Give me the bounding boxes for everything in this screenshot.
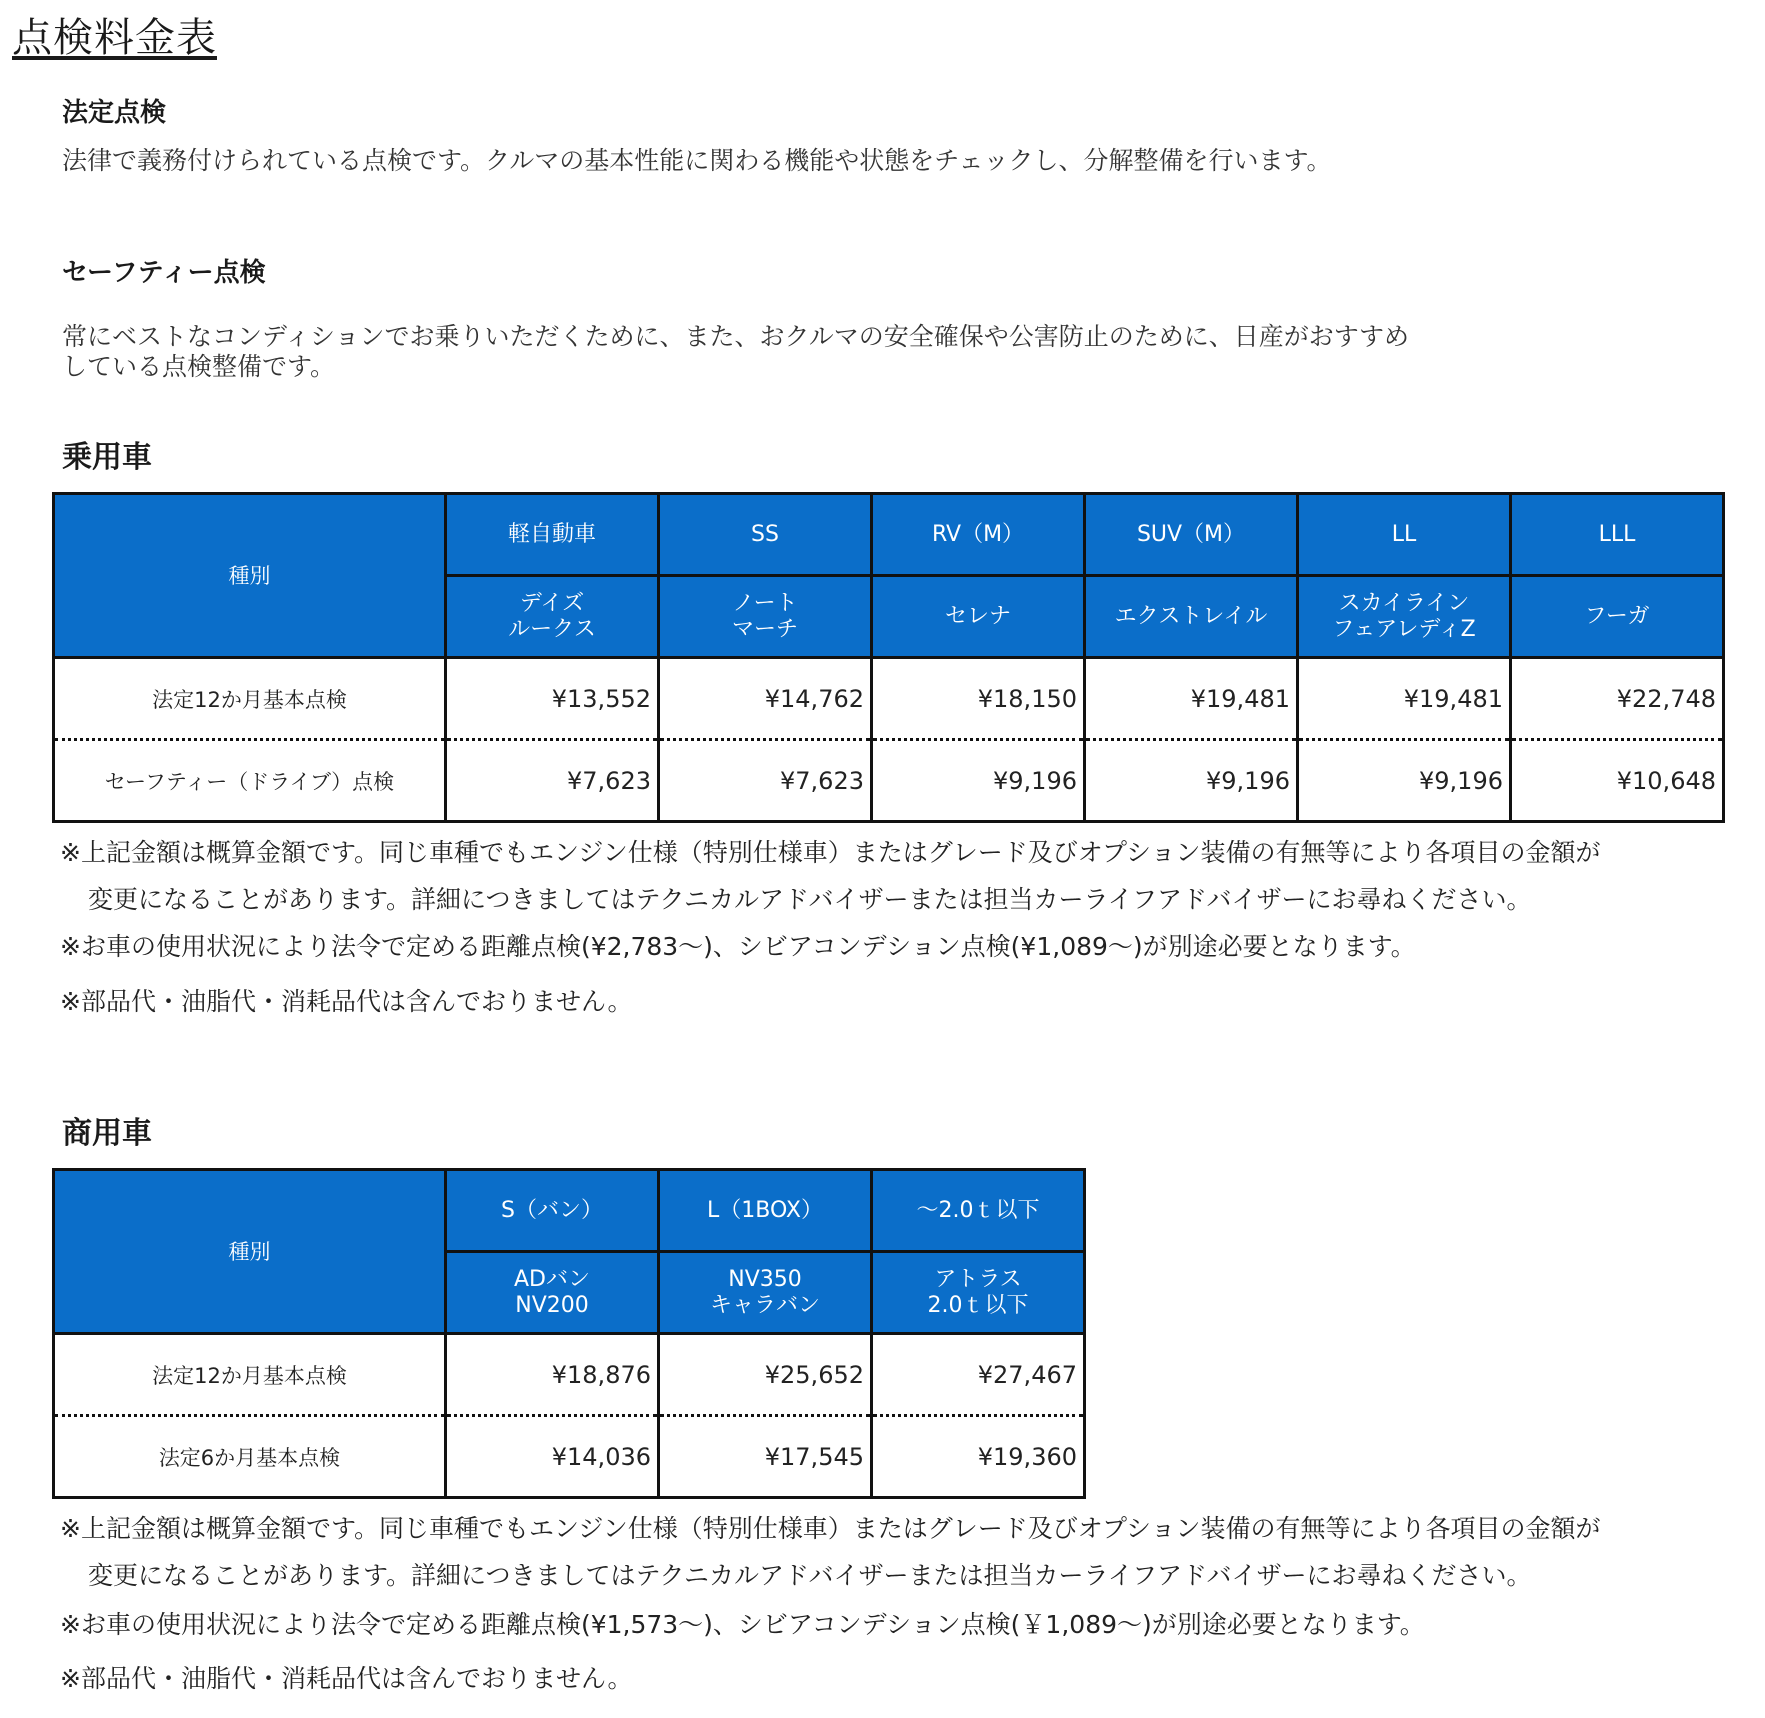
type-header: 種別 (54, 1170, 446, 1334)
model-name: フェアレディZ (1332, 616, 1476, 642)
model-name: デイズ (519, 590, 585, 616)
safety-text-line1: 常にベストなコンディションでお乗りいただくために、また、おクルマの安全確保や公害防止のために、日産がおすすめ (62, 322, 1410, 351)
note-estimate: ※上記金額は概算金額です。同じ車種でもエンジン仕様（特別仕様車）またはグレード及びオプション装備の有無等により各項目の金額が (60, 1514, 1601, 1543)
legal-inspection-text: 法律で義務付けられている点検です。クルマの基本性能に関わる機能や状態をチェックし、分解整備を行います。 (62, 146, 1332, 175)
row-label: 法定6か月基本点検 (54, 1416, 446, 1498)
price-cell: ¥9,196 (1085, 740, 1298, 822)
model-header (1298, 576, 1511, 658)
table-row (54, 658, 1724, 740)
note-extra-inspection: ※お車の使用状況により法令で定める距離点検(¥1,573～)、シビアコンデション点検(￥1,089～)が別途必要となります。 (60, 1610, 1425, 1639)
model-header (872, 1252, 1085, 1334)
note-parts-excluded: ※部品代・油脂代・消耗品代は含んでおりません。 (60, 987, 633, 1016)
price-cell: ¥18,876 (446, 1334, 659, 1416)
model-header (1511, 576, 1724, 658)
commercial-price-table (52, 1168, 1086, 1499)
price-cell: ¥18,150 (872, 658, 1085, 740)
note-estimate-cont: 変更になることがあります。詳細につきましてはテクニカルアドバイザーまたは担当カーライフアドバイザーにお尋ねください。 (88, 1561, 1532, 1590)
safety-inspection-heading: セーフティー点検 (62, 258, 266, 288)
class-header: SUV（M） (1085, 494, 1298, 576)
note-estimate: ※上記金額は概算金額です。同じ車種でもエンジン仕様（特別仕様車）またはグレード及びオプション装備の有無等により各項目の金額が (60, 838, 1601, 867)
model-name: セレナ (944, 603, 1011, 629)
model-name: スカイライン (1338, 590, 1470, 616)
model-name: エクストレイル (1114, 603, 1268, 629)
price-cell: ¥13,552 (446, 658, 659, 740)
price-cell: ¥9,196 (872, 740, 1085, 822)
table-row (54, 740, 1724, 822)
passenger-price-table (52, 492, 1725, 823)
model-header (659, 576, 872, 658)
row-label: 法定12か月基本点検 (54, 1334, 446, 1416)
price-cell: ¥27,467 (872, 1334, 1085, 1416)
price-cell: ¥14,036 (446, 1416, 659, 1498)
price-cell: ¥22,748 (1511, 658, 1724, 740)
model-name: NV200 (515, 1292, 589, 1318)
table-row (54, 1416, 1085, 1498)
model-header (1085, 576, 1298, 658)
class-header: 軽自動車 (446, 494, 659, 576)
model-name: キャラバン (709, 1292, 820, 1318)
price-cell: ¥7,623 (446, 740, 659, 822)
model-header (872, 576, 1085, 658)
row-label: セーフティー（ドライブ）点検 (54, 740, 446, 822)
safety-inspection-text (62, 322, 1409, 382)
model-name: フーガ (1584, 603, 1650, 629)
class-header: RV（M） (872, 494, 1085, 576)
model-name: マーチ (731, 616, 798, 642)
model-header (659, 1252, 872, 1334)
class-header: LL (1298, 494, 1511, 576)
price-cell: ¥25,652 (659, 1334, 872, 1416)
class-header: SS (659, 494, 872, 576)
safety-text-line2: している点検整備です。 (62, 352, 336, 381)
class-header: L（1BOX） (659, 1170, 872, 1252)
commercial-car-heading: 商用車 (62, 1116, 152, 1151)
model-header (446, 576, 659, 658)
model-name: ADバン (514, 1266, 590, 1292)
price-cell: ¥19,481 (1298, 658, 1511, 740)
page-title: 点検料金表 (12, 15, 217, 61)
note-extra-inspection: ※お車の使用状況により法令で定める距離点検(¥2,783～)、シビアコンデション点検(¥1,089～)が別途必要となります。 (60, 932, 1416, 961)
price-cell: ¥19,481 (1085, 658, 1298, 740)
price-cell: ¥19,360 (872, 1416, 1085, 1498)
note-parts-excluded: ※部品代・油脂代・消耗品代は含んでおりません。 (60, 1664, 633, 1693)
model-name: アトラス (934, 1266, 1022, 1292)
row-label: 法定12か月基本点検 (54, 658, 446, 740)
passenger-car-heading: 乗用車 (62, 440, 152, 475)
price-cell: ¥10,648 (1511, 740, 1724, 822)
legal-inspection-heading: 法定点検 (62, 98, 167, 128)
model-name: ノート (732, 590, 798, 616)
type-header: 種別 (54, 494, 446, 658)
model-name: ルークス (508, 616, 596, 642)
class-header: S（バン） (446, 1170, 659, 1252)
class-header: ～2.0ｔ以下 (872, 1170, 1085, 1252)
note-estimate-cont: 変更になることがあります。詳細につきましてはテクニカルアドバイザーまたは担当カーライフアドバイザーにお尋ねください。 (88, 885, 1532, 914)
class-header: LLL (1511, 494, 1724, 576)
model-name: NV350 (728, 1266, 802, 1292)
model-name: 2.0ｔ以下 (927, 1292, 1029, 1318)
price-cell: ¥7,623 (659, 740, 872, 822)
price-cell: ¥14,762 (659, 658, 872, 740)
price-cell: ¥17,545 (659, 1416, 872, 1498)
table-row (54, 1334, 1085, 1416)
price-cell: ¥9,196 (1298, 740, 1511, 822)
model-header (446, 1252, 659, 1334)
